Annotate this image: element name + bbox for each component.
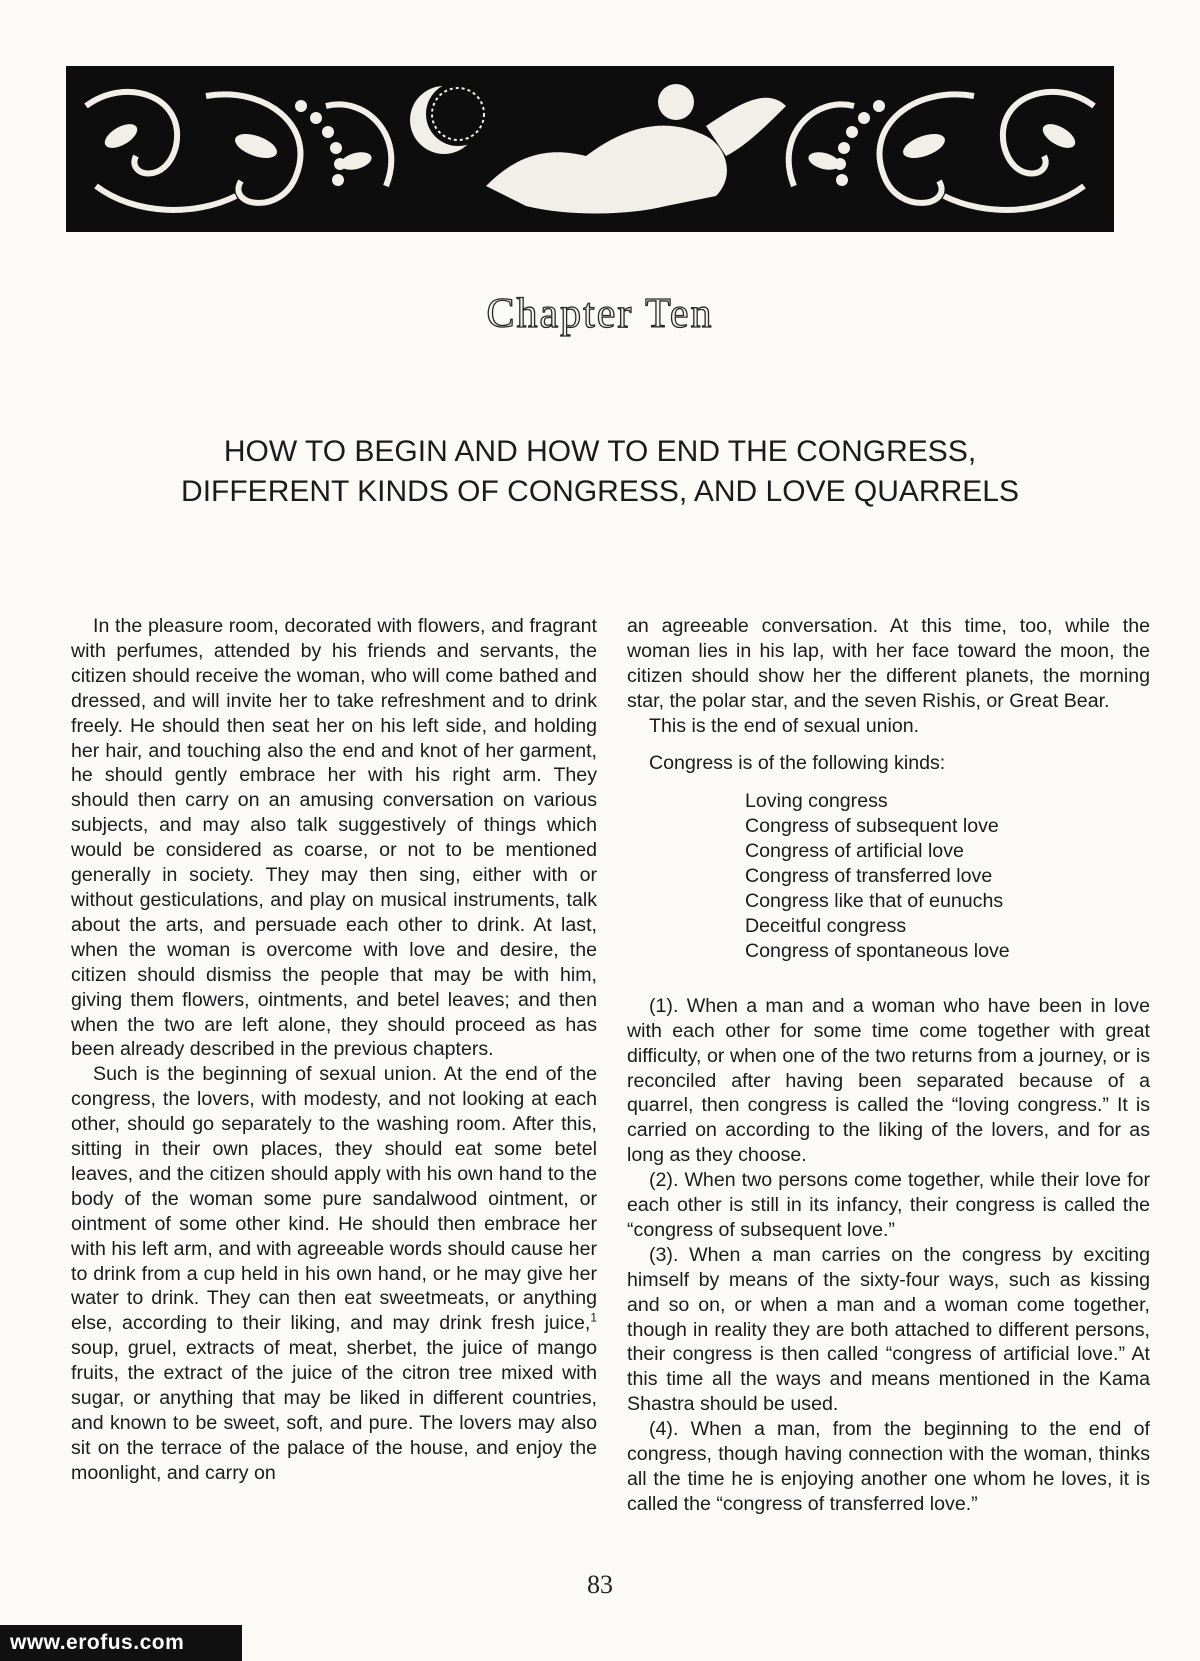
kinds-intro: Congress is of the following kinds: [649, 751, 946, 774]
paragraph-item-1: (1). When a man and a woman who have been in love with each other for some time come together with great difficulty, or when one of the two returns from a journey, or is reconciled after having been separated because of a quarrel, then congress is called the “loving congress.” It is carried on according to the liking of the lovers, and for as long as they choose. [627, 994, 1150, 1167]
section-heading-line-1: HOW TO BEGIN AND HOW TO END THE CONGRESS, [223, 435, 977, 468]
footnote-marker: 1 [590, 1310, 597, 1325]
list-item: Congress of spontaneous love [745, 939, 1010, 962]
paragraph-text: soup, gruel, extracts of meat, sherbet, the juice of mango fruits, the extract of the juice of the citron tree mixed with sugar, or anything that may be liked in different countries, and known to be sweet, soft, and pure. The lovers may also sit on the terrace of the palace of the house, and enjoy the moonlight, and carry on [71, 1337, 597, 1484]
kinds-list [745, 789, 1150, 963]
paragraph-item-4: (4). When a man, from the beginning to the end of congress, though having connection with the woman, thinks all the time he is enjoying another one whom he loves, it is called the “congress of transferred love.” [627, 1418, 1150, 1515]
chapter-title: Chapter Ten [486, 291, 714, 337]
watermark: www.erofus.com [0, 1625, 242, 1661]
section-heading [0, 432, 1200, 512]
page-number: 83 [587, 1570, 613, 1599]
paragraph-item-3: (3). When a man carries on the congress by exciting himself by means of the sixty-four ways, such as kissing and so on, or when a man and a woman come together, though in reality they are both attached to different persons, their congress is then called “congress of artificial love.” At this time all the ways and means mentioned in the Kama Shastra should be used. [627, 1243, 1150, 1416]
paragraph [71, 1062, 597, 1485]
right-text-column [627, 614, 1150, 1517]
paragraph-item-2: (2). When two persons come together, while their love for each other is still in its infancy, their congress is called the “congress of subsequent love.” [627, 1169, 1150, 1241]
ornamental-frieze [66, 66, 1114, 232]
paragraph: In the pleasure room, decorated with flowers, and fragrant with perfumes, attended by his friends and servants, the citizen should receive the woman, who will come bathed and dressed, and will invite her to take refreshment and to drink freely. He should then seat her on his left side, and holding her hair, and touching also the end and knot of her garment, he should gently embrace her with his right arm. They should then carry on an amusing conversation on various subjects, and may also talk suggestively of things which would be considered as coarse, or not to be mentioned generally in society. They may then sing, either with or without gesticulations, and play on musical instruments, talk about the arts, and persuade each other to drink. At last, when the woman is overcome with love and desire, the citizen should dismiss the people that may be with him, giving them flowers, ointments, and betel leaves; and then when the two are left alone, they should proceed as has been already described in the previous chapters. [71, 615, 597, 1061]
spacer [627, 964, 1150, 994]
chapter-banner-illustration [66, 66, 1114, 232]
list-item: Congress of transferred love [745, 865, 993, 888]
paragraph: This is the end of sexual union. [649, 714, 920, 737]
list-item: Congress of artificial love [745, 840, 964, 863]
paragraph-continuation: an agreeable conversation. At this time, too, while the woman lies in his lap, with her face toward the moon, the citizen should show her the different planets, the morning star, the polar star, and the seven Rishis, or Great Bear. [627, 615, 1150, 712]
list-item: Congress like that of eunuchs [745, 890, 1004, 913]
left-text-column [71, 614, 597, 1486]
list-item: Congress of subsequent love [745, 815, 999, 838]
paragraph-text: Such is the beginning of sexual union. At the end of the congress, the lovers, with modesty, and not looking at each other, should go separately to the washing room. After this, sitting in their own places, they should eat some betel leaves, and the citizen should apply with his own hand to the body of the woman some pure sandalwood ointment, or ointment of some other kind. He should then embrace her with his left arm, and with agreeable words should cause her to drink from a cup held in his own hand, or he may give her water to drink. They can then eat sweetmeats, or anything else, according to their liking, and may drink fresh juice, [71, 1063, 597, 1335]
list-item: Loving congress [745, 790, 888, 813]
section-heading-line-2: DIFFERENT KINDS OF CONGRESS, AND LOVE QUARRELS [181, 475, 1019, 508]
list-item: Deceitful congress [745, 914, 907, 937]
